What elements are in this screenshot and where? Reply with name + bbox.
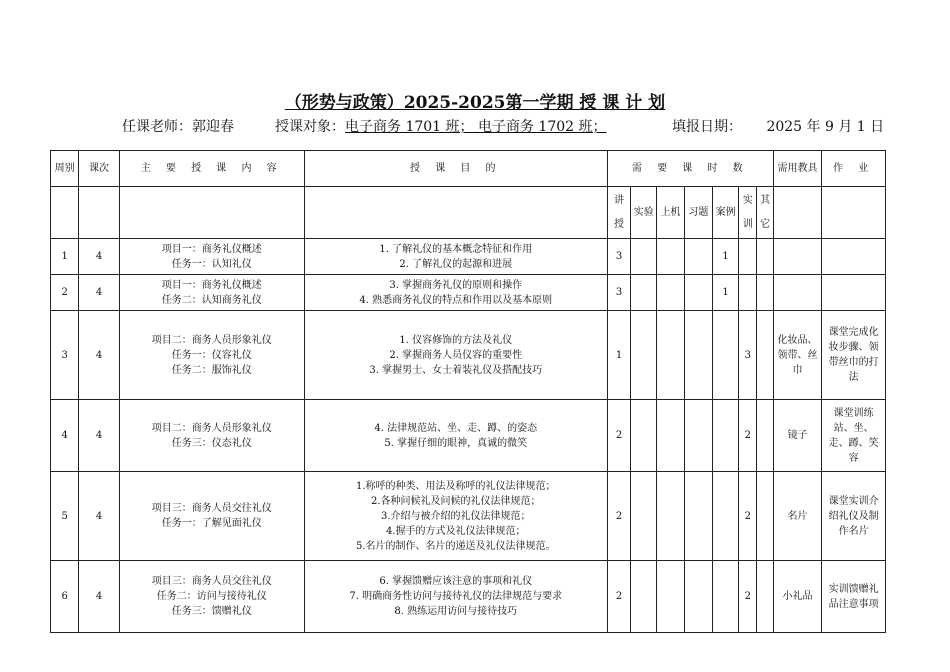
case-hours-cell: 1 bbox=[712, 275, 738, 311]
subheader-exercise bbox=[684, 187, 712, 239]
other-hours-cell bbox=[757, 472, 773, 561]
lab-hours-cell bbox=[631, 311, 657, 400]
homework-cell: 实训馈赠礼品注意事项 bbox=[822, 561, 886, 633]
subheader-exercise-label: 习题 bbox=[688, 206, 709, 218]
computer-hours-cell bbox=[657, 239, 684, 275]
subheader-training-label: 实训 bbox=[742, 194, 753, 230]
content-cell bbox=[119, 239, 304, 275]
session-cell: 4 bbox=[79, 311, 119, 400]
tools-cell: 化妆品、领带、丝巾 bbox=[773, 311, 822, 400]
content-cell-line: 项目一：商务礼仪概述 bbox=[161, 243, 262, 255]
computer-hours-cell bbox=[657, 275, 684, 311]
training-hours-cell bbox=[739, 275, 757, 311]
week-cell: 5 bbox=[51, 472, 79, 561]
exercise-hours-cell bbox=[684, 239, 712, 275]
header-week: 周别 bbox=[51, 151, 79, 187]
subheader-computer-label: 上机 bbox=[660, 206, 681, 218]
objective-cell-line: 7. 明确商务性访问与接待礼仪的法律规范与要求 bbox=[349, 591, 563, 602]
content-cell bbox=[119, 400, 304, 472]
subheader-other bbox=[757, 187, 773, 239]
session-cell: 4 bbox=[79, 239, 119, 275]
case-hours-cell bbox=[712, 561, 738, 633]
objective-cell bbox=[304, 239, 607, 275]
header-hours: 需 要 课 时 数 bbox=[607, 151, 773, 187]
objective-cell-line: 2.各种问候礼及问候的礼仪法律规范； bbox=[371, 495, 541, 507]
target-info bbox=[275, 116, 607, 136]
lecture-hours-cell: 2 bbox=[607, 472, 630, 561]
content-cell-line: 任务二：访问与接待礼仪 bbox=[156, 591, 267, 602]
teacher-info bbox=[122, 116, 234, 136]
subheader-blank bbox=[773, 187, 822, 239]
table-row bbox=[51, 472, 886, 561]
schedule-table bbox=[50, 150, 886, 633]
other-hours-cell bbox=[757, 400, 773, 472]
objective-cell-line: 4. 熟悉商务礼仪的特点和作用以及基本原则 bbox=[359, 294, 553, 306]
homework-cell: 课堂实训介绍礼仪及制作名片 bbox=[822, 472, 886, 561]
subheader-lecture-label: 讲授 bbox=[614, 194, 625, 230]
case-hours-cell bbox=[712, 311, 738, 400]
other-hours-cell bbox=[757, 311, 773, 400]
objective-cell-line: 4. 法律规范站、坐、走、蹲、的姿态 bbox=[374, 422, 538, 434]
homework-cell bbox=[822, 275, 886, 311]
page-title bbox=[0, 88, 950, 113]
table-row bbox=[51, 561, 886, 633]
subheader-case bbox=[712, 187, 738, 239]
training-hours-cell bbox=[739, 239, 757, 275]
objective-cell-line: 6. 掌握馈赠应该注意的事项和礼仪 bbox=[379, 576, 533, 587]
exercise-hours-cell bbox=[684, 400, 712, 472]
computer-hours-cell bbox=[657, 311, 684, 400]
title-years: 2025-2025 bbox=[403, 93, 506, 113]
content-cell bbox=[119, 561, 304, 633]
teacher-name: 郭迎春 bbox=[192, 119, 234, 135]
lab-hours-cell bbox=[631, 400, 657, 472]
content-cell-line: 项目二：商务人员形象礼仪 bbox=[151, 334, 272, 346]
case-hours-cell: 1 bbox=[712, 239, 738, 275]
training-hours-cell: 2 bbox=[739, 561, 757, 633]
exercise-hours-cell bbox=[684, 472, 712, 561]
objective-cell-line: 8. 熟练运用访问与接待技巧 bbox=[394, 606, 518, 617]
subheader-lab bbox=[631, 187, 657, 239]
subheader-lecture bbox=[607, 187, 630, 239]
lecture-hours-cell: 2 bbox=[607, 561, 630, 633]
subheader-blank bbox=[119, 187, 304, 239]
objective-cell-line: 3. 掌握商务礼仪的原则和操作 bbox=[389, 279, 523, 291]
subheader-blank bbox=[822, 187, 886, 239]
content-cell-line: 任务二：认知商务礼仪 bbox=[161, 294, 262, 306]
date-label: 填报日期： bbox=[672, 119, 742, 135]
computer-hours-cell bbox=[657, 472, 684, 561]
target-classes: 电子商务 1701 班； 电子商务 1702 班； bbox=[345, 119, 607, 135]
content-cell-line: 项目二：商务人员形象礼仪 bbox=[151, 422, 272, 434]
objective-cell-line: 5. 掌握仔细的眼神，真诚的微笑 bbox=[384, 437, 528, 449]
content-cell-line: 任务一：了解见面礼仪 bbox=[161, 518, 262, 529]
other-hours-cell bbox=[757, 561, 773, 633]
objective-cell-line: 1. 仪容修饰的方法及礼仪 bbox=[399, 334, 513, 346]
table-row bbox=[51, 400, 886, 472]
session-cell: 4 bbox=[79, 400, 119, 472]
content-cell-line: 项目三：商务人员交往礼仪 bbox=[151, 576, 272, 587]
lecture-hours-cell: 1 bbox=[607, 311, 630, 400]
objective-cell bbox=[304, 275, 607, 311]
objective-cell-line: 4.握手的方式及礼仪法律规范； bbox=[386, 525, 526, 537]
content-cell bbox=[119, 311, 304, 400]
other-hours-cell bbox=[757, 275, 773, 311]
training-hours-cell: 2 bbox=[739, 472, 757, 561]
lecture-hours-cell: 2 bbox=[607, 400, 630, 472]
objective-cell bbox=[304, 561, 607, 633]
other-hours-cell bbox=[757, 239, 773, 275]
training-hours-cell: 3 bbox=[739, 311, 757, 400]
lab-hours-cell bbox=[631, 275, 657, 311]
computer-hours-cell bbox=[657, 561, 684, 633]
week-cell: 1 bbox=[51, 239, 79, 275]
case-hours-cell bbox=[712, 400, 738, 472]
lecture-hours-cell: 3 bbox=[607, 275, 630, 311]
content-cell-line: 任务一：仪容礼仪 bbox=[171, 349, 252, 361]
subheader-blank bbox=[304, 187, 607, 239]
subheader-other-label: 其它 bbox=[760, 194, 771, 230]
week-cell: 3 bbox=[51, 311, 79, 400]
homework-cell: 课堂训练站、坐、走、蹲、笑容 bbox=[822, 400, 886, 472]
homework-cell: 课堂完成化妆步骤、领带丝巾的打法 bbox=[822, 311, 886, 400]
tools-cell bbox=[773, 239, 822, 275]
content-cell-line: 任务三：馈赠礼仪 bbox=[171, 606, 252, 617]
exercise-hours-cell bbox=[684, 275, 712, 311]
table-row bbox=[51, 239, 886, 275]
objective-cell-line: 1. 了解礼仪的基本概念特征和作用 bbox=[379, 243, 533, 255]
computer-hours-cell bbox=[657, 400, 684, 472]
subheader-lab-label: 实验 bbox=[633, 206, 654, 218]
header-tools: 需用教具 bbox=[773, 151, 822, 187]
subheader-blank bbox=[51, 187, 79, 239]
header-row bbox=[51, 151, 886, 187]
lab-hours-cell bbox=[631, 472, 657, 561]
homework-cell bbox=[822, 239, 886, 275]
lab-hours-cell bbox=[631, 239, 657, 275]
content-cell-line: 任务一：认知礼仪 bbox=[171, 258, 252, 270]
content-cell-line: 项目三：商务人员交往礼仪 bbox=[151, 503, 272, 514]
header-content: 主 要 授 课 内 容 bbox=[119, 151, 304, 187]
objective-cell-line: 3. 掌握男士、女士着装礼仪及搭配技巧 bbox=[369, 364, 543, 376]
objective-cell bbox=[304, 400, 607, 472]
table-row bbox=[51, 275, 886, 311]
lab-hours-cell bbox=[631, 561, 657, 633]
subheader-training bbox=[739, 187, 757, 239]
header-homework: 作 业 bbox=[822, 151, 886, 187]
content-cell bbox=[119, 472, 304, 561]
target-label: 授课对象： bbox=[275, 119, 345, 135]
date-info bbox=[672, 116, 884, 136]
teacher-label: 任课老师： bbox=[122, 119, 192, 135]
case-hours-cell bbox=[712, 472, 738, 561]
table-row bbox=[51, 311, 886, 400]
objective-cell bbox=[304, 472, 607, 561]
content-cell-line: 项目一：商务礼仪概述 bbox=[161, 279, 262, 291]
objective-cell bbox=[304, 311, 607, 400]
header-objective: 授 课 目 的 bbox=[304, 151, 607, 187]
session-cell: 4 bbox=[79, 561, 119, 633]
subheader-computer bbox=[657, 187, 684, 239]
tools-cell bbox=[773, 275, 822, 311]
week-cell: 4 bbox=[51, 400, 79, 472]
objective-cell-line: 3.介绍与被介绍的礼仪法律规范； bbox=[381, 510, 531, 522]
objective-cell-line: 5.名片的制作、名片的递送及礼仪法律规范。 bbox=[356, 540, 556, 552]
content-cell bbox=[119, 275, 304, 311]
title-prefix: （形势与政策） bbox=[284, 93, 404, 113]
lecture-hours-cell: 3 bbox=[607, 239, 630, 275]
objective-cell-line: 2. 了解礼仪的起源和进展 bbox=[399, 258, 513, 270]
objective-cell-line: 1.称呼的种类、用法及称呼的礼仪法律规范； bbox=[356, 480, 556, 492]
subheader-row bbox=[51, 187, 886, 239]
session-cell: 4 bbox=[79, 275, 119, 311]
session-cell: 4 bbox=[79, 472, 119, 561]
week-cell: 6 bbox=[51, 561, 79, 633]
week-cell: 2 bbox=[51, 275, 79, 311]
tools-cell: 名片 bbox=[773, 472, 822, 561]
title-suffix: 第一学期 授 课 计 划 bbox=[505, 93, 666, 113]
exercise-hours-cell bbox=[684, 561, 712, 633]
tools-cell: 镜子 bbox=[773, 400, 822, 472]
tools-cell: 小礼品 bbox=[773, 561, 822, 633]
subheader-case-label: 案例 bbox=[715, 206, 736, 218]
content-cell-line: 任务三：仪态礼仪 bbox=[171, 437, 252, 449]
date-value: 2025 年 9 月 1 日 bbox=[766, 119, 885, 135]
training-hours-cell: 2 bbox=[739, 400, 757, 472]
content-cell-line: 任务二：服饰礼仪 bbox=[171, 364, 252, 376]
subheader-blank bbox=[79, 187, 119, 239]
objective-cell-line: 2. 掌握商务人员仪容的重要性 bbox=[389, 349, 523, 361]
exercise-hours-cell bbox=[684, 311, 712, 400]
header-session: 课次 bbox=[79, 151, 119, 187]
